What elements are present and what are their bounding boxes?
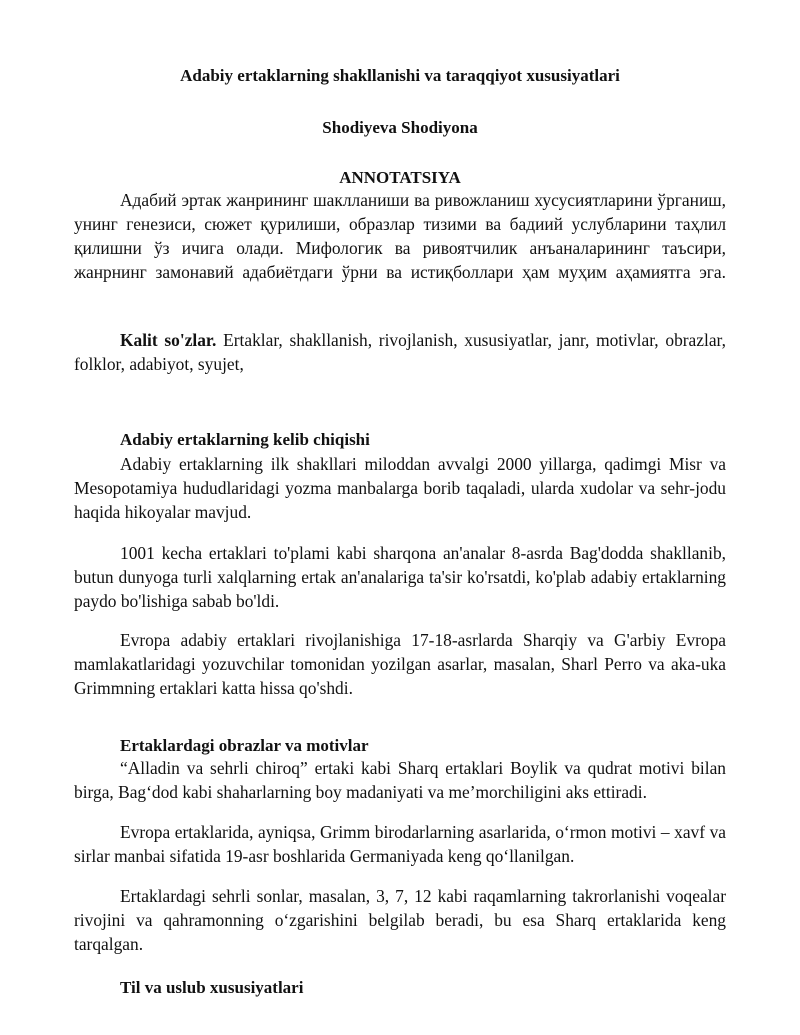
annotation-paragraph: Адабий эртак жанрининг шаклланиши ва ривожланиш хусусиятларини ўрганиш, унинг генезиси, сюжет қурилиши, образлар тизими ва бадиий услубларини таҳлил қилишни ўз ичига олади. Мифологик ва ривоятчилик анъаналарининг таъсири, жанрнинг замонавий адабиётдаги ўрни ва истиқболлари ҳам муҳим аҳамиятга эга. [74, 190, 726, 282]
document-title: Adabiy ertaklarning shakllanishi va taraqqiyot xususiyatlari [180, 66, 620, 85]
keywords-text: Ertaklar, shakllanish, rivojlanish, xususiyatlar, janr, motivlar, obrazlar, folklor, adabiyot, syujet, [74, 330, 726, 374]
author-name: Shodiyeva Shodiyona [322, 118, 478, 137]
section-paragraph: Adabiy ertaklarning ilk shakllari miloddan avvalgi 2000 yillarga, qadimgi Misr va Mesopotamiya hududlaridagi yozma manbalarga borib taqaladi, ularda xudolar va sehr-jodu haqida hikoyalar mavjud. [74, 454, 726, 522]
keywords-label: Kalit so'zlar. [120, 330, 217, 350]
section-paragraph: Ertaklardagi sehrli sonlar, masalan, 3, 7, 12 kabi raqamlarning takrorlanishi voqealar rivojini va qahramonning o‘zgarishini belgilab beradi, bu esa Sharq ertaklarida keng tarqalgan. [74, 886, 726, 954]
section-paragraph: Evropa ertaklarida, ayniqsa, Grimm birodarlarning asarlarida, o‘rmon motivi – xavf va sirlar manbai sifatida 19-asr boshlarida Germaniyada keng qo‘llanilgan. [74, 822, 726, 866]
annotation-heading: ANNOTATSIYA [339, 168, 461, 187]
section-heading: Ertaklardagi obrazlar va motivlar [120, 736, 369, 755]
section-paragraph: Evropa adabiy ertaklari rivojlanishiga 17-18-asrlarda Sharqiy va G'arbiy Evropa mamlakatlaridagi yozuvchilar tomonidan yozilgan asarlar, masalan, Sharl Perro va aka-uka Grimmning ertaklari katta hissa qo'shdi. [74, 630, 726, 698]
keywords-paragraph [74, 328, 726, 376]
section-heading: Adabiy ertaklarning kelib chiqishi [120, 430, 370, 449]
section-paragraph: “Alladin va sehrli chiroq” ertaki kabi Sharq ertaklari Boylik va qudrat motivi bilan birga, Bag‘dod kabi shaharlarning boy madaniyati va me’morchiligini aks ettiradi. [74, 758, 726, 802]
section-heading: Til va uslub xususiyatlari [120, 978, 304, 997]
section-paragraph: 1001 kecha ertaklari to'plami kabi sharqona an'analar 8-asrda Bag'dodda shakllanib, butun dunyoga turli xalqlarning ertak an'analariga ta'sir ko'rsatdi, ko'plab adabiy ertaklarning paydo bo'lishiga sabab bo'ldi. [74, 543, 726, 611]
